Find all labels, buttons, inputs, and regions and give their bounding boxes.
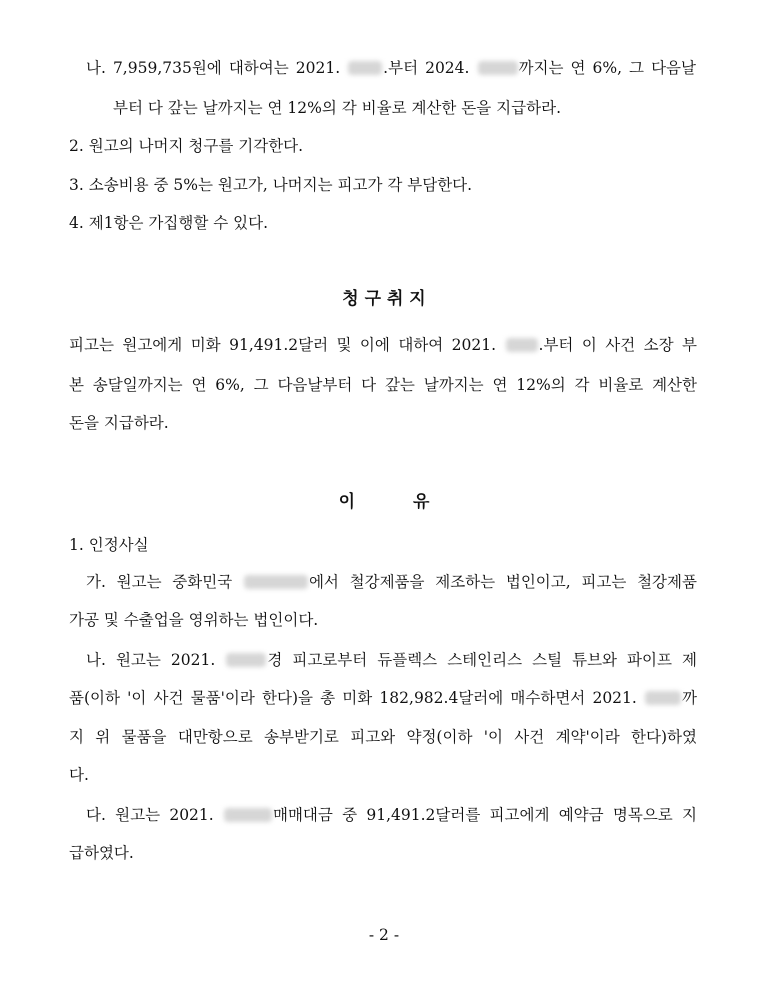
redacted-date <box>478 61 518 75</box>
fact-na-line-1: 나. 원고는 2021. 경 피고로부터 듀플렉스 스테인리스 스틸 튜브와 파이프 제 <box>86 651 697 669</box>
order-na-line-1: 나. 7,959,735원에 대하여는 2021. .부터 2024. 까지는 연 6%, 그 다음날 <box>86 59 696 77</box>
order-item-4: 4. 제1항은 가집행할 수 있다. <box>69 214 269 232</box>
fact-ga-line-2: 가공 및 수출업을 영위하는 법인이다. <box>69 611 319 629</box>
redacted-date <box>226 653 266 667</box>
order-na-line-2: 부터 다 갚는 날까지는 연 12%의 각 비율로 계산한 돈을 지급하라. <box>113 99 562 117</box>
redacted-date <box>506 338 538 352</box>
section-1-title: 1. 인정사실 <box>69 536 149 554</box>
redacted-date <box>348 61 382 75</box>
page-number: - 2 - <box>368 926 400 944</box>
fact-na-line-3: 지 위 물품을 대만항으로 송부받기로 피고와 약정(이하 '이 사건 계약'이라 한다)하였 <box>69 728 697 746</box>
order-item-3: 3. 소송비용 중 5%는 원고가, 나머지는 피고가 각 부담한다. <box>69 176 473 194</box>
fact-na-line-2: 품(이하 '이 사건 물품'이라 한다)을 총 미화 182,982.4달러에 매수하면서 2021. 까 <box>69 689 697 707</box>
fact-da-line-1: 다. 원고는 2021. 매매대금 중 91,491.2달러를 피고에게 예약금 명목으로 지 <box>86 806 697 824</box>
redacted-date <box>224 808 272 822</box>
claim-line-1: 피고는 원고에게 미화 91,491.2달러 및 이에 대하여 2021. .부터 이 사건 소장 부 <box>69 336 698 354</box>
redacted-date <box>645 691 681 705</box>
fact-ga-line-1: 가. 원고는 중화민국 에서 철강제품을 제조하는 법인이고, 피고는 철강제품 <box>86 573 697 591</box>
fact-da-line-2: 급하였다. <box>69 844 134 862</box>
fact-na-line-4: 다. <box>69 766 89 784</box>
redacted-place <box>244 575 308 589</box>
order-item-2: 2. 원고의 나머지 청구를 기각한다. <box>69 137 304 155</box>
claim-heading: 청 구 취 지 <box>342 289 426 309</box>
claim-line-2: 본 송달일까지는 연 6%, 그 다음날부터 다 갚는 날까지는 연 12%의 각 비율로 계산한 <box>69 376 697 394</box>
claim-line-3: 돈을 지급하라. <box>69 414 169 432</box>
reason-heading: 이 유 <box>338 492 430 512</box>
